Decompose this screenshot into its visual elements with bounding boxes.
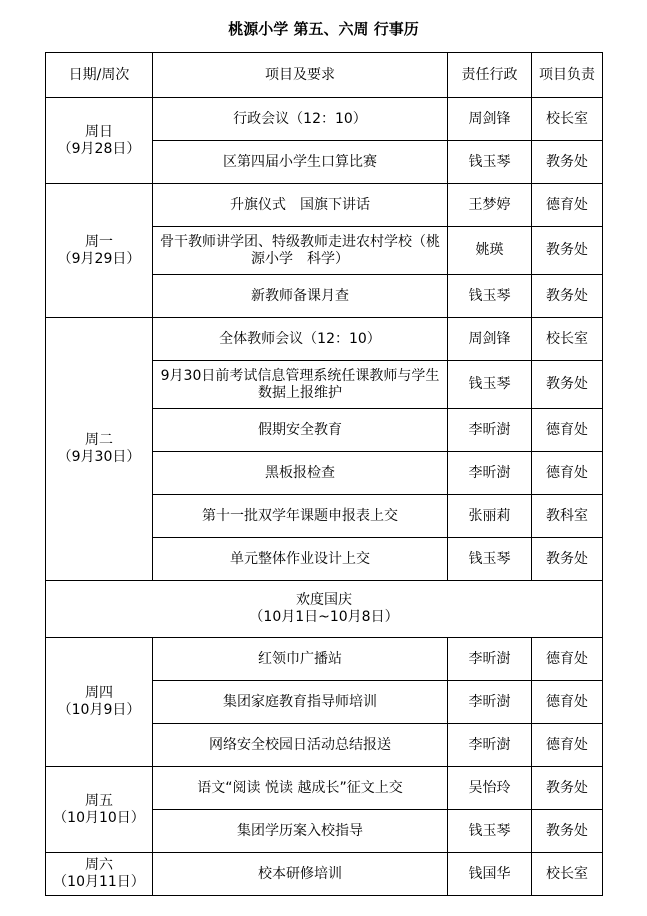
task-cell: 区第四届小学生口算比赛 — [153, 141, 448, 184]
dept-cell: 德育处 — [532, 409, 603, 452]
day-cell — [46, 853, 153, 896]
dept-cell: 校长室 — [532, 98, 603, 141]
person-cell: 吴怡玲 — [448, 767, 532, 810]
task-cell: 集团学历案入校指导 — [153, 810, 448, 853]
person-cell: 李昕澍 — [448, 409, 532, 452]
day-cell — [46, 98, 153, 184]
task-cell: 语文“阅读 悦读 越成长”征文上交 — [153, 767, 448, 810]
task-cell: 单元整体作业设计上交 — [153, 538, 448, 581]
task-cell: 网络安全校园日活动总结报送 — [153, 724, 448, 767]
person-cell: 钱玉琴 — [448, 141, 532, 184]
task-cell: 校本研修培训 — [153, 853, 448, 896]
task-cell: 假期安全教育 — [153, 409, 448, 452]
dept-cell: 教务处 — [532, 767, 603, 810]
day-label: 周六 — [85, 857, 113, 873]
header-date: 日期/周次 — [46, 53, 153, 98]
day-label: 周日 — [85, 123, 113, 140]
person-cell: 周剑锋 — [448, 98, 532, 141]
day-label: 周五 — [85, 792, 113, 809]
person-cell: 王梦婷 — [448, 184, 532, 227]
day-date: （9月28日） — [57, 140, 141, 157]
table-row — [46, 184, 603, 227]
task-cell: 集团家庭教育指导师培训 — [153, 681, 448, 724]
task-cell: 9月30日前考试信息管理系统任课教师与学生数据上报维护 — [153, 361, 448, 409]
day-label: 周四 — [85, 685, 113, 701]
dept-cell: 校长室 — [532, 318, 603, 361]
dept-cell: 德育处 — [532, 724, 603, 767]
dept-cell: 德育处 — [532, 452, 603, 495]
day-cell — [46, 318, 153, 581]
task-cell: 红领巾广播站 — [153, 638, 448, 681]
header-task: 项目及要求 — [153, 53, 448, 98]
day-label: 周一 — [85, 233, 113, 250]
dept-cell: 教务处 — [532, 227, 603, 275]
task-cell: 骨干教师讲学团、特级教师走进农村学校（桃源小学 科学） — [153, 227, 448, 275]
task-cell: 行政会议（12：10） — [153, 98, 448, 141]
dept-cell: 德育处 — [532, 638, 603, 681]
person-cell: 钱玉琴 — [448, 810, 532, 853]
person-cell: 周剑锋 — [448, 318, 532, 361]
person-cell: 李昕澍 — [448, 452, 532, 495]
task-cell: 升旗仪式 国旗下讲话 — [153, 184, 448, 227]
day-cell — [46, 767, 153, 853]
holiday-cell — [46, 581, 603, 638]
table-row — [46, 638, 603, 681]
table-row — [46, 767, 603, 810]
person-cell: 李昕澍 — [448, 681, 532, 724]
header-row — [46, 53, 603, 98]
day-label: 周二 — [85, 432, 113, 448]
day-cell — [46, 184, 153, 318]
dept-cell: 德育处 — [532, 681, 603, 724]
person-cell: 钱国华 — [448, 853, 532, 896]
day-date: （10月11日） — [53, 874, 145, 890]
dept-cell: 教务处 — [532, 810, 603, 853]
schedule-table — [45, 52, 603, 896]
day-date: （10月9日） — [57, 702, 141, 718]
header-dept: 项目负责 — [532, 53, 603, 98]
dept-cell: 校长室 — [532, 853, 603, 896]
day-date: （10月10日） — [53, 809, 145, 826]
dept-cell: 教务处 — [532, 275, 603, 318]
holiday-row — [46, 581, 603, 638]
holiday-range: （10月1日~10月8日） — [249, 609, 399, 625]
person-cell: 钱玉琴 — [448, 361, 532, 409]
table-row — [46, 318, 603, 361]
table-row — [46, 98, 603, 141]
task-cell: 全体教师会议（12：10） — [153, 318, 448, 361]
page-title: 桃源小学 第五、六周 行事历 — [228, 20, 419, 38]
person-cell: 李昕澍 — [448, 724, 532, 767]
day-cell — [46, 638, 153, 767]
day-date: （9月29日） — [57, 250, 141, 267]
person-cell: 姚瑛 — [448, 227, 532, 275]
person-cell: 张丽莉 — [448, 495, 532, 538]
table-row — [46, 853, 603, 896]
holiday-name: 欢度国庆 — [296, 592, 352, 608]
task-cell: 新教师备课月查 — [153, 275, 448, 318]
task-cell: 第十一批双学年课题申报表上交 — [153, 495, 448, 538]
dept-cell: 教务处 — [532, 361, 603, 409]
task-cell: 黑板报检查 — [153, 452, 448, 495]
person-cell: 钱玉琴 — [448, 275, 532, 318]
dept-cell: 教务处 — [532, 141, 603, 184]
dept-cell: 教务处 — [532, 538, 603, 581]
person-cell: 李昕澍 — [448, 638, 532, 681]
dept-cell: 德育处 — [532, 184, 603, 227]
dept-cell: 教科室 — [532, 495, 603, 538]
header-person: 责任行政 — [448, 53, 532, 98]
day-date: （9月30日） — [57, 449, 141, 465]
person-cell: 钱玉琴 — [448, 538, 532, 581]
